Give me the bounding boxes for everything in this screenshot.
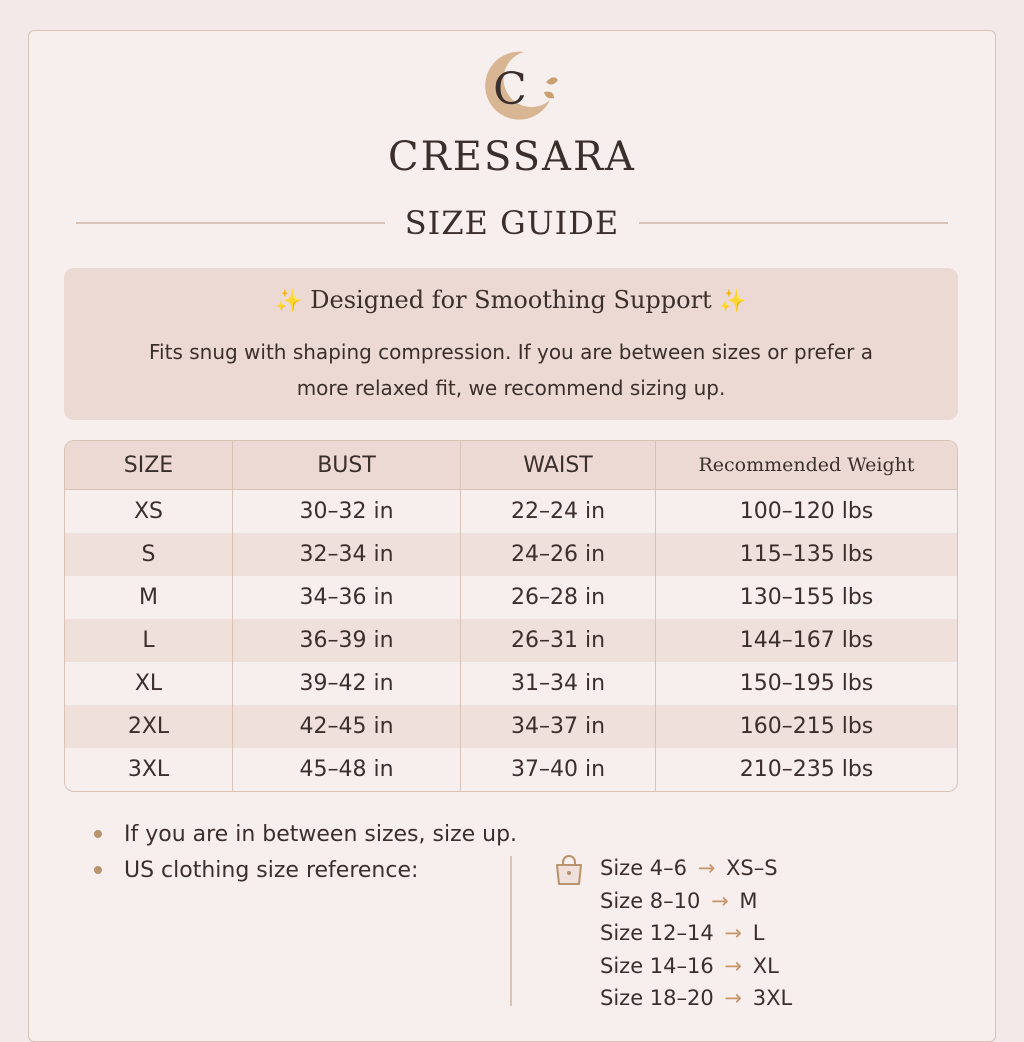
reference-to: M — [739, 888, 758, 913]
size-reference-list — [600, 852, 792, 1015]
cell-bust: 39–42 in — [233, 662, 461, 705]
reference-divider — [510, 856, 512, 1006]
reference-to: XL — [752, 953, 779, 978]
header-waist: WAIST — [461, 441, 656, 490]
arrow-right-icon: → — [711, 888, 729, 913]
subtitle-divider-right — [639, 222, 948, 224]
shopping-bag-icon — [552, 854, 586, 888]
cell-weight: 150–195 lbs — [656, 662, 957, 705]
note-size-up: If you are in between sizes, size up. — [124, 821, 518, 847]
support-title-row — [64, 286, 958, 314]
reference-from: Size 4–6 — [600, 856, 688, 880]
cell-bust: 42–45 in — [233, 705, 461, 748]
support-title: Designed for Smoothing Support — [310, 286, 712, 314]
subtitle-row — [76, 198, 948, 248]
cell-waist: 26–28 in — [461, 576, 656, 619]
notes-list — [90, 816, 970, 888]
list-item — [600, 885, 792, 918]
cell-waist: 31–34 in — [461, 662, 656, 705]
sparkle-icon: ✨ — [275, 289, 303, 314]
bullet-icon — [94, 866, 102, 874]
table-row — [65, 705, 957, 748]
table-row — [65, 748, 957, 791]
support-text: Fits snug with shaping compression. If you are between sizes or prefer a more relaxed fit, we recommend sizing up. — [149, 340, 873, 400]
reference-to: L — [752, 921, 765, 945]
list-item — [90, 852, 970, 888]
bullet-icon — [94, 830, 102, 838]
logo-letter: C — [493, 64, 527, 115]
arrow-right-icon: → — [724, 921, 743, 945]
cell-size: M — [65, 576, 233, 619]
list-item — [600, 950, 792, 983]
arrow-right-icon: → — [724, 986, 743, 1010]
header-size: SIZE — [65, 441, 233, 490]
cell-size: XL — [65, 662, 233, 705]
sparkle-icon: ✨ — [719, 289, 747, 314]
table-row — [65, 662, 957, 705]
cell-waist: 24–26 in — [461, 533, 656, 576]
header-weight: Recommended Weight — [656, 441, 957, 490]
table-row — [65, 619, 957, 662]
cell-size: 2XL — [65, 705, 233, 748]
cell-waist: 34–37 in — [461, 705, 656, 748]
cell-bust: 32–34 in — [233, 533, 461, 576]
table-row — [65, 490, 957, 533]
brand-name: CRESSARA — [388, 134, 636, 180]
cell-bust: 36–39 in — [233, 619, 461, 662]
cell-weight: 115–135 lbs — [656, 533, 957, 576]
arrow-right-icon: → — [697, 856, 716, 880]
list-item — [90, 816, 970, 852]
cell-weight: 130–155 lbs — [656, 576, 957, 619]
logo-icon — [466, 44, 562, 130]
cell-size: XS — [65, 490, 233, 533]
support-callout — [64, 268, 958, 420]
note-reference-label: US clothing size reference: — [124, 857, 419, 883]
reference-from: Size 18–20 — [600, 986, 714, 1010]
reference-to: 3XL — [752, 986, 793, 1010]
subtitle-divider-left — [76, 222, 385, 224]
cell-bust: 45–48 in — [233, 748, 461, 791]
cell-size: 3XL — [65, 748, 233, 791]
cell-waist: 22–24 in — [461, 490, 656, 533]
size-table — [64, 440, 958, 792]
cell-weight: 100–120 lbs — [656, 490, 957, 533]
page-title: SIZE GUIDE — [404, 204, 620, 242]
cell-bust: 30–32 in — [233, 490, 461, 533]
reference-from: Size 12–14 — [600, 921, 714, 945]
header-bust: BUST — [233, 441, 461, 490]
list-item — [600, 852, 792, 885]
cell-weight: 160–215 lbs — [656, 705, 957, 748]
reference-to: XS–S — [726, 856, 778, 880]
cell-weight: 210–235 lbs — [656, 748, 957, 791]
cell-waist: 37–40 in — [461, 748, 656, 791]
list-item — [600, 982, 792, 1015]
table-row — [65, 533, 957, 576]
cell-size: S — [65, 533, 233, 576]
arrow-right-icon: → — [724, 953, 743, 978]
cell-bust: 34–36 in — [233, 576, 461, 619]
table-row — [65, 576, 957, 619]
cell-waist: 26–31 in — [461, 619, 656, 662]
cell-size: L — [65, 619, 233, 662]
table-header-row — [65, 441, 957, 490]
list-item — [600, 917, 792, 950]
reference-from: Size 8–10 — [600, 888, 701, 913]
reference-from: Size 14–16 — [600, 953, 714, 978]
cell-weight: 144–167 lbs — [656, 619, 957, 662]
